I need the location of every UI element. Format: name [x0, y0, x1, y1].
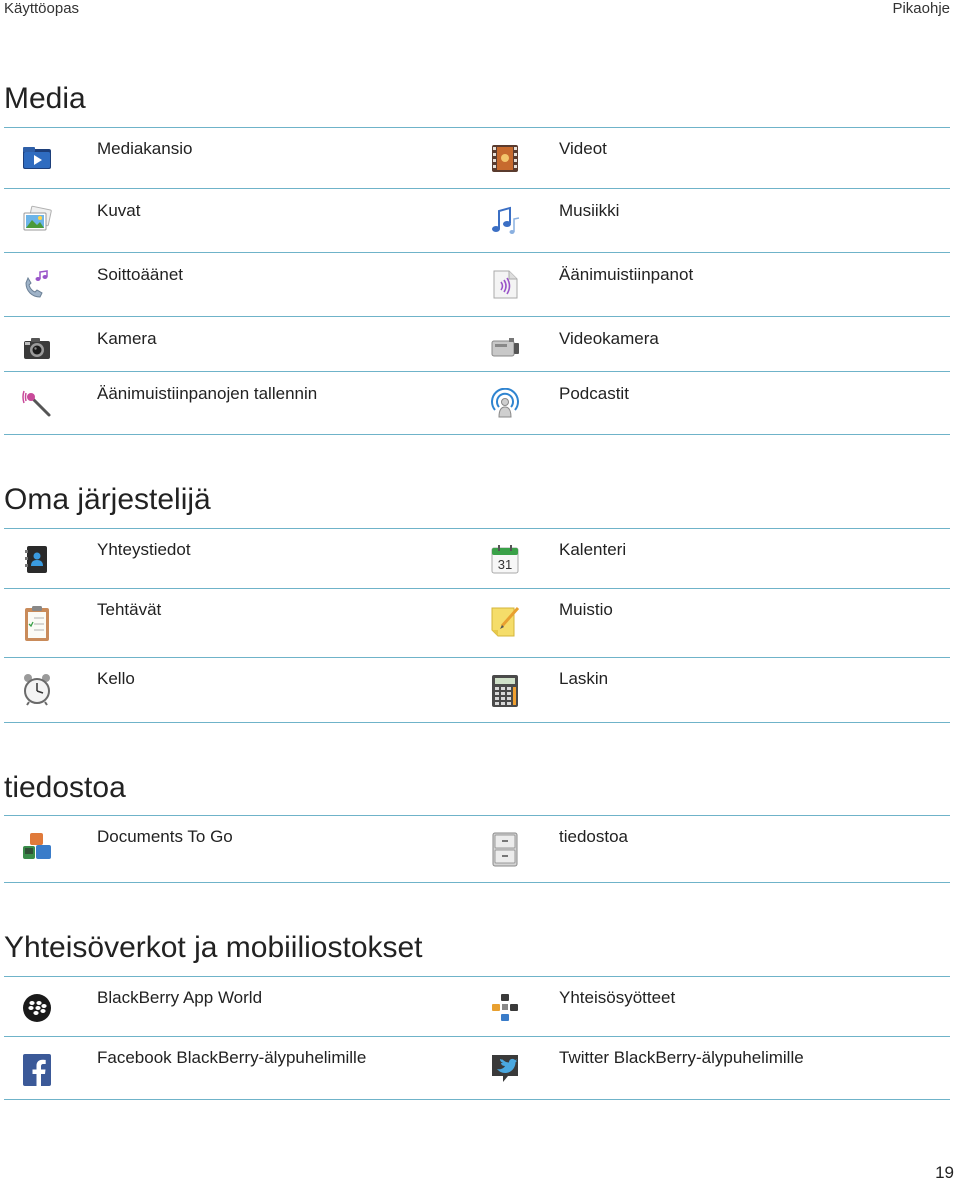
list-item-label: Documents To Go [97, 827, 233, 846]
blackberry-app-world-icon [22, 992, 52, 1022]
divider [4, 1099, 950, 1100]
divider [4, 976, 950, 977]
page-number: 19 [935, 1163, 954, 1182]
list-item-label: Mediakansio [97, 139, 193, 158]
file-cabinet-icon [490, 831, 520, 867]
list-item [22, 201, 462, 235]
list-item [490, 540, 930, 574]
list-item [490, 384, 930, 418]
section-title-social: Yhteisöverkot ja mobiiliostokset [4, 931, 423, 964]
alarm-clock-icon [22, 673, 52, 707]
music-notes-icon [490, 205, 520, 235]
list-item-label: tiedostoa [559, 827, 628, 846]
voice-recorder-icon [22, 388, 52, 418]
list-item [22, 827, 462, 861]
section-title-files: tiedostoa [4, 771, 126, 804]
list-item-label: Tehtävät [97, 600, 162, 619]
twitter-icon [490, 1052, 520, 1086]
social-feeds-icon [490, 992, 520, 1022]
list-item-label: Videokamera [559, 329, 659, 348]
list-item [490, 201, 930, 235]
memo-pad-icon [490, 604, 520, 638]
list-item [22, 669, 462, 703]
podcast-icon [490, 388, 520, 418]
list-item [22, 1048, 462, 1082]
list-item [22, 600, 462, 634]
list-item-label: Soittoäänet [97, 265, 184, 284]
divider [4, 528, 950, 529]
list-item [22, 988, 462, 1022]
list-item [490, 600, 930, 634]
list-item-label: Äänimuistiinpanot [559, 265, 694, 284]
divider [4, 371, 950, 372]
divider [4, 127, 950, 128]
list-item [490, 139, 930, 173]
list-item [490, 329, 930, 363]
calendar-icon [490, 544, 520, 574]
list-item-label: Videot [559, 139, 607, 158]
list-item-label: Yhteisösyötteet [559, 988, 676, 1007]
divider [4, 434, 950, 435]
tasks-clipboard-icon [22, 604, 52, 642]
list-item [490, 827, 930, 861]
calculator-icon [490, 673, 520, 709]
documents-to-go-icon [22, 831, 52, 861]
pictures-icon [22, 205, 52, 235]
ringtones-icon [22, 269, 52, 299]
list-item-label: Äänimuistiinpanojen tallennin [97, 384, 318, 403]
voice-note-icon [490, 269, 520, 299]
section-title-organizer: Oma järjestelijä [4, 483, 211, 516]
list-item-label: Kalenteri [559, 540, 627, 559]
header-section-title: Pikaohje [892, 0, 950, 17]
list-item [490, 1048, 930, 1082]
divider [4, 1036, 950, 1037]
list-item-label: BlackBerry App World [97, 988, 263, 1007]
list-item [490, 988, 930, 1022]
list-item-label: Podcastit [559, 384, 629, 403]
list-item-label: Kamera [97, 329, 157, 348]
header-doc-title: Käyttöopas [4, 0, 80, 17]
list-item-label: Yhteystiedot [97, 540, 191, 559]
list-item [490, 265, 930, 299]
list-item [22, 265, 462, 299]
list-item-label: Kello [97, 669, 135, 688]
divider [4, 316, 950, 317]
list-item-label: Facebook BlackBerry-älypuhelimille [97, 1048, 367, 1067]
facebook-icon [22, 1052, 52, 1088]
film-strip-icon [490, 143, 520, 173]
video-camera-icon [490, 333, 520, 363]
list-item-label: Kuvat [97, 201, 141, 220]
divider [4, 815, 950, 816]
camera-icon [22, 333, 52, 363]
list-item [490, 669, 930, 703]
media-folder-icon [22, 143, 52, 173]
section-title-media: Media [4, 82, 86, 115]
list-item-label: Musiikki [559, 201, 620, 220]
contacts-icon [22, 544, 52, 574]
list-item [22, 139, 462, 173]
divider [4, 188, 950, 189]
divider [4, 882, 950, 883]
divider [4, 588, 950, 589]
divider [4, 722, 950, 723]
list-item [22, 329, 462, 363]
divider [4, 252, 950, 253]
svg-text:31: 31 [497, 557, 513, 572]
list-item-label: Laskin [559, 669, 609, 688]
divider [4, 657, 950, 658]
list-item-label: Muistio [559, 600, 613, 619]
list-item [22, 540, 462, 574]
list-item-label: Twitter BlackBerry-älypuhelimille [559, 1048, 804, 1067]
list-item [22, 384, 462, 418]
